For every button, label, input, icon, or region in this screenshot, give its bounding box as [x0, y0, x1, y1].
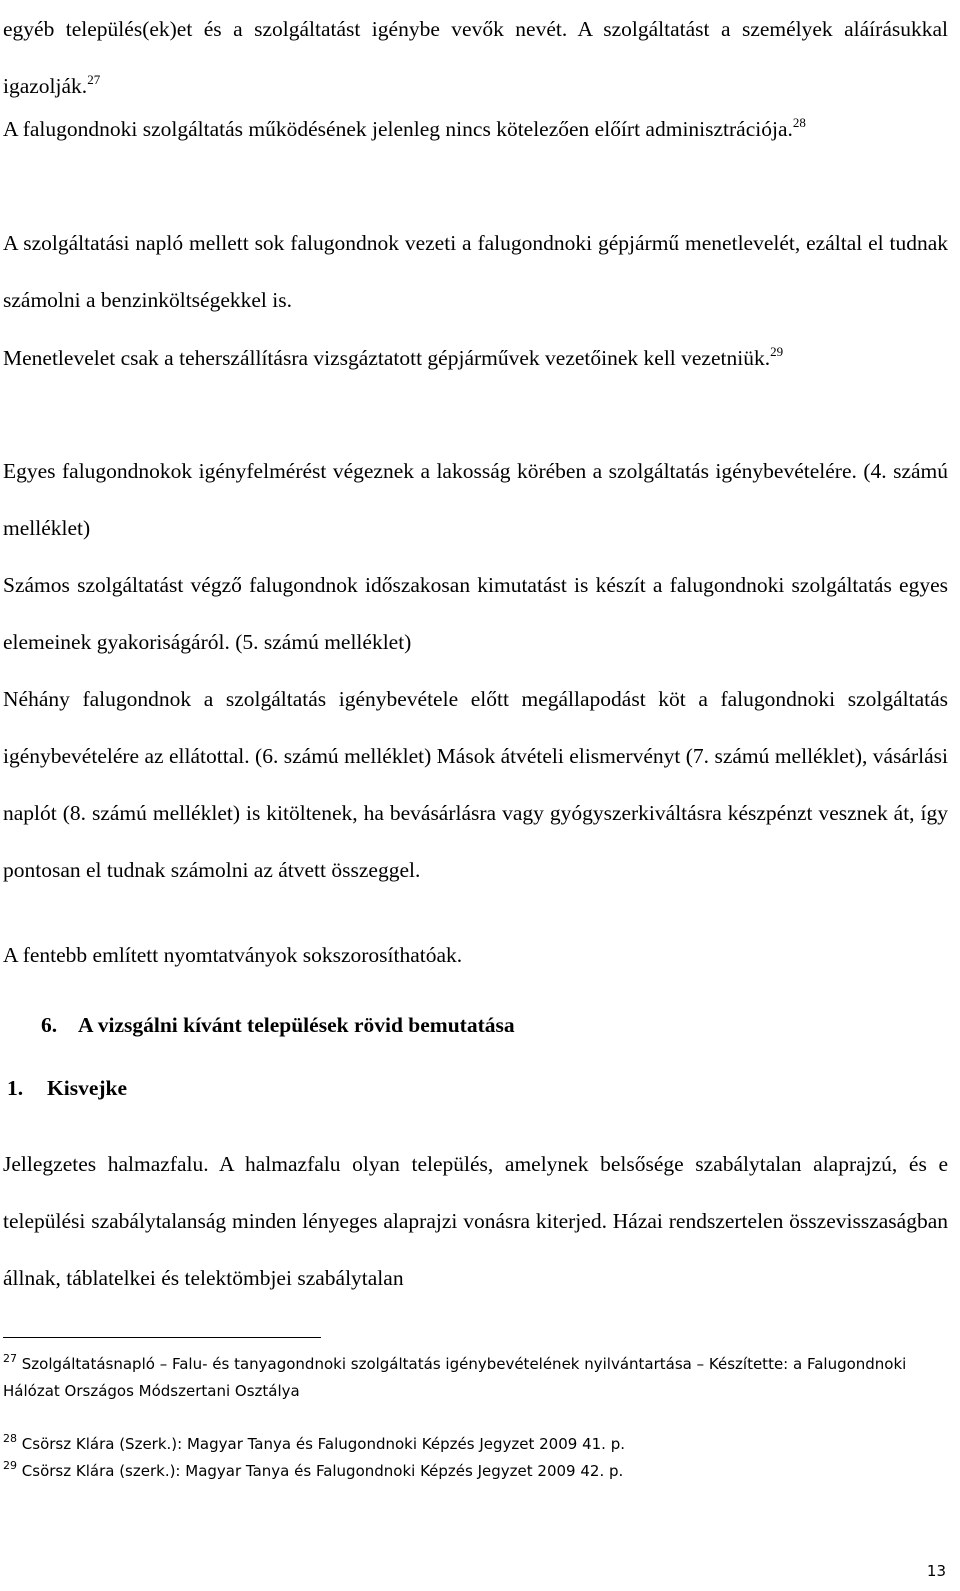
subsection-heading-number: 1.	[7, 1076, 24, 1100]
paragraph-agreements: Néhány falugondnok a szolgáltatás igénybevétele előtt megállapodást köt a falugondnoki szolgáltatás igénybevételére az ellátottal. (6. számú melléklet) Mások átvételi elismervényt (7. számú melléklet), vásárlási naplót (8. számú melléklet) is kitöltenek, ha bevásárlásra vagy gyógyszerkiváltásra készpénzt vesznek át, így pontosan el tudnak számolni az átvett összeggel.	[3, 687, 948, 882]
paragraph-travel-log: A szolgáltatási napló mellett sok falugondnok vezeti a falugondnoki gépjármű menetlevelét, ezáltal el tudnak számolni a benzinköltségekkel is.	[3, 231, 948, 312]
section-heading-number: 6.	[41, 1013, 58, 1037]
subsection-heading	[7, 1074, 127, 1102]
section-heading	[41, 1011, 515, 1039]
paragraph-kisvejke-description: Jellegzetes halmazfalu. A halmazfalu olyan település, amelynek belsősége szabálytalan alaprajzú, és e települési szabálytalanság minden lényeges alaprajzi vonásra kiterjed. Házai rendszertelen összevisszaságban állnak, táblatelkei és telektömbjei szabálytalan	[3, 1152, 948, 1290]
footnote-ref-29: 29	[770, 344, 784, 359]
footnote-ref-28: 28	[792, 115, 806, 130]
footnote-number: 28	[3, 1432, 17, 1445]
paragraph-service-users: egyéb település(ek)et és a szolgáltatást igénybe vevők nevét. A szolgáltatást a személyek aláírásukkal igazolják.$^{27}$	[3, 17, 948, 98]
footnote-number: 29	[3, 1459, 17, 1472]
subsection-heading-text: Kisvejke	[47, 1076, 128, 1100]
paragraph-needs-survey: Egyes falugondnokok igényfelmérést végeznek a lakosság körében a szolgáltatás igénybevételére. (4. számú melléklet)	[3, 459, 948, 540]
footnote-number: 27	[3, 1352, 17, 1365]
footnote-29: $^{29}$ Csörsz Klára (szerk.): Magyar Tanya és Falugondnoki Képzés Jegyzet 2009 42. p.	[3, 1459, 624, 1480]
paragraph-waybill: Menetlevelet csak a teherszállításra vizsgáztatott gépjárművek vezetőinek kell vezetniük.$^{29}$	[3, 344, 784, 370]
paragraph-forms: A fentebb említett nyomtatványok sokszorosíthatóak.	[3, 943, 463, 967]
section-heading-text: A vizsgálni kívánt települések rövid bemutatása	[78, 1013, 515, 1037]
footnote-ref-27: 27	[87, 72, 101, 87]
paragraph-administration: A falugondnoki szolgáltatás működésének jelenleg nincs kötelezően előírt adminisztrációja.$^{28}$	[3, 115, 806, 141]
footnote-28: $^{28}$ Csörsz Klára (Szerk.): Magyar Tanya és Falugondnoki Képzés Jegyzet 2009 41. p.	[3, 1432, 625, 1453]
paragraph-statistics: Számos szolgáltatást végző falugondnok időszakosan kimutatást is készít a falugondnoki szolgáltatás egyes elemeinek gyakoriságáról. (5. számú melléklet)	[3, 573, 948, 654]
footnote-separator	[3, 1337, 321, 1338]
page-number: 13	[926, 1562, 946, 1580]
footnote-27: $^{27}$ Szolgáltatásnapló – Falu- és tanyagondnoki szolgáltatás igénybevételének nyilvántartása – Készítette: a Falugondnoki Hálózat Országos Módszertani Osztálya	[3, 1352, 907, 1400]
